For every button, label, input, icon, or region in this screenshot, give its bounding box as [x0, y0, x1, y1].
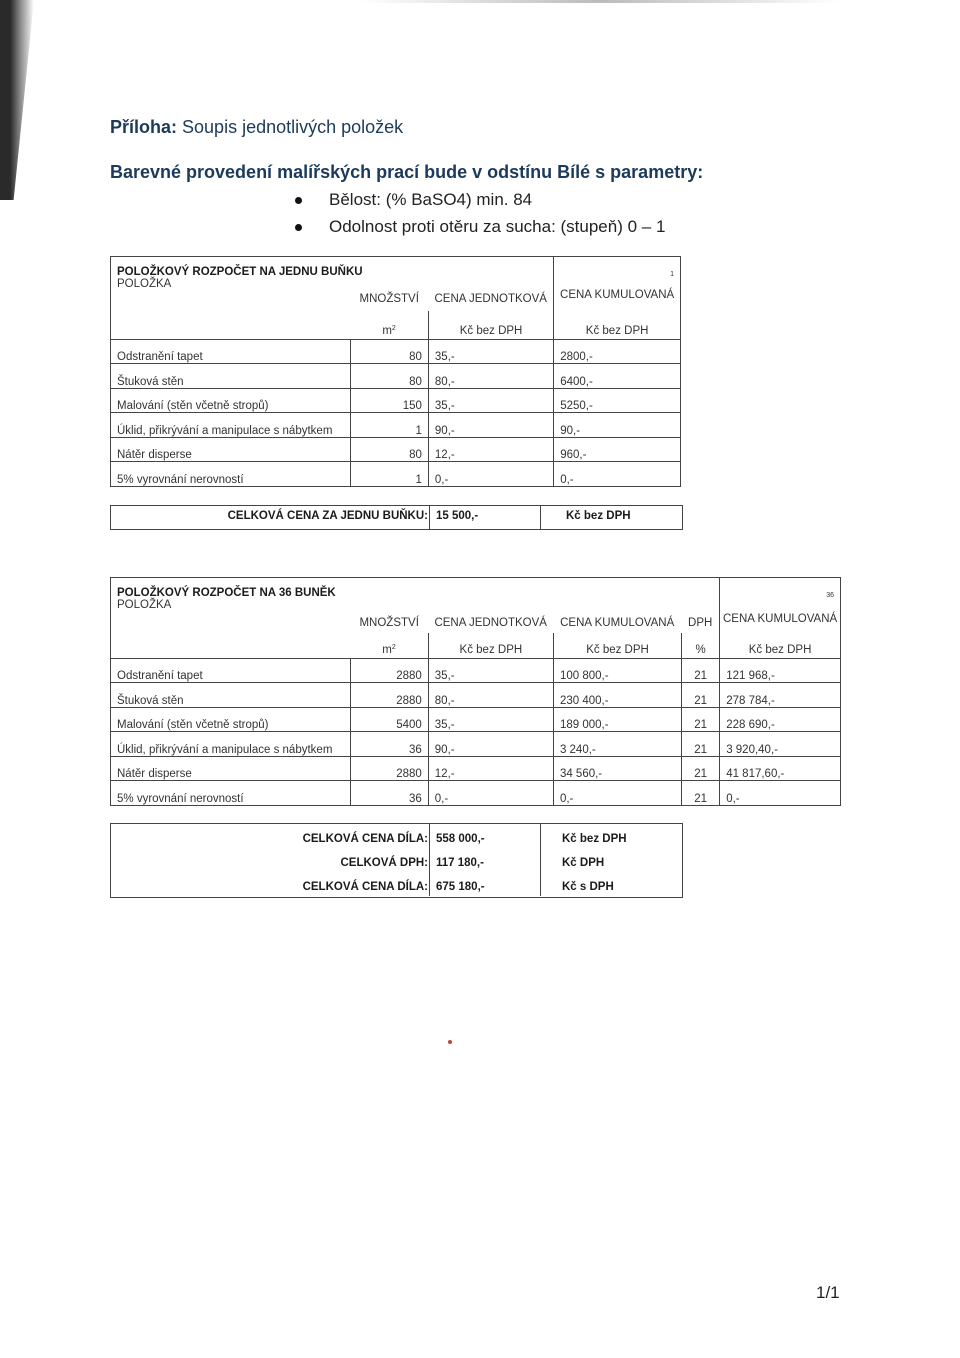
table2-unit-qty: $m^2$	[350, 633, 428, 658]
table1-title: POLOŽKOVÝ ROZPOČET NA JEDNU BUŇKU	[111, 257, 554, 279]
table1-col-qty: MNOŽSTVÍ	[359, 293, 419, 305]
table2-unit-price-currency: Kč bez DPH	[428, 633, 553, 658]
row-vat: 21	[682, 707, 720, 731]
row-price: 35,-	[428, 658, 553, 682]
row-price: 35,-	[428, 339, 553, 363]
row-vat: 21	[682, 658, 720, 682]
row-name: Odstranění tapet	[111, 658, 351, 682]
summary-value: 675 180,-	[429, 872, 541, 896]
table-row	[111, 731, 841, 756]
table2-col-total-vat: CENA KUMULOVANÁ	[723, 613, 838, 625]
row-total: 0,-	[554, 461, 681, 486]
table2-unit-vat: %	[682, 633, 720, 658]
summary-row	[111, 824, 682, 848]
summary-value: 15 500,-	[429, 506, 541, 529]
row-qty: 2880	[350, 756, 428, 780]
table2-col-total: CENA KUMULOVANÁ	[560, 617, 675, 629]
summary-unit: Kč DPH	[562, 857, 605, 869]
table-row	[111, 388, 681, 412]
parameter-item: Bělost: (% BaSO4) min. 84	[295, 186, 665, 213]
row-name: Štuková stěn	[111, 682, 351, 707]
budget-table-36-cells	[110, 577, 841, 806]
table1-unit-price-currency: Kč bez DPH	[428, 311, 553, 339]
row-qty: 1	[350, 461, 428, 486]
summary-label: CELKOVÁ CENA DÍLA:	[302, 833, 428, 845]
row-price: 12,-	[428, 756, 553, 780]
row-qty: 2880	[350, 682, 428, 707]
row-name: Štuková stěn	[111, 363, 351, 388]
row-price: 35,-	[428, 707, 553, 731]
row-qty: 36	[350, 731, 428, 756]
row-total: 960,-	[554, 437, 681, 461]
row-name: 5% vyrovnání nerovností	[111, 780, 351, 805]
row-qty: 1	[350, 412, 428, 437]
table1-unit-total: CENA KUMULOVANÁ Kč bez DPH	[554, 311, 681, 339]
summary-value: 558 000,-	[429, 824, 541, 848]
table-row	[111, 461, 681, 486]
table1-col-item: POLOŽKA	[111, 278, 351, 311]
page-title	[110, 117, 403, 138]
table-row	[111, 780, 841, 805]
row-name: Malování (stěn včetně stropů)	[111, 707, 351, 731]
row-total-vat: 121 968,-	[720, 658, 841, 682]
row-name: Úklid, přikrývání a manipulace s nábytkem	[111, 731, 351, 756]
summary-label: CELKOVÁ CENA DÍLA:	[302, 881, 428, 893]
row-name: Malování (stěn včetně stropů)	[111, 388, 351, 412]
row-qty: 36	[350, 780, 428, 805]
table1-col-total: CENA KUMULOVANÁ	[560, 289, 675, 301]
scan-edge-left	[0, 0, 34, 200]
table1-corner: 1	[554, 257, 681, 312]
row-price: 80,-	[428, 363, 553, 388]
row-qty: 80	[350, 339, 428, 363]
table-row	[111, 363, 681, 388]
summary-unit: Kč bez DPH	[562, 833, 627, 845]
row-total: 6400,-	[554, 363, 681, 388]
table-row	[111, 756, 841, 780]
table-row	[111, 707, 841, 731]
row-total: 0,-	[553, 780, 681, 805]
row-price: 35,-	[428, 388, 553, 412]
row-total: 34 560,-	[553, 756, 681, 780]
parameter-item: Odolnost proti otěru za sucha: (stupeň) 0 – 1	[295, 213, 665, 240]
table1-unit-qty: $m^2$	[350, 311, 428, 339]
row-total-vat: 41 817,60,-	[720, 756, 841, 780]
row-price: 0,-	[428, 461, 553, 486]
row-total: 189 000,-	[553, 707, 681, 731]
row-total-vat: 3 920,40,-	[720, 731, 841, 756]
summary-label: CELKOVÁ DPH:	[340, 857, 428, 869]
table-row	[111, 339, 681, 363]
row-price: 80,-	[428, 682, 553, 707]
table-row	[111, 437, 681, 461]
row-name: Odstranění tapet	[111, 339, 351, 363]
row-total-vat: 0,-	[720, 780, 841, 805]
page-number: 1/1	[816, 1283, 840, 1302]
row-price: 90,-	[428, 731, 553, 756]
table-row	[111, 658, 841, 682]
color-spec-heading: Barevné provedení malířských prací bude v odstínu Bílé s parametry:	[110, 162, 704, 182]
table2-col-qty: MNOŽSTVÍ	[359, 617, 419, 629]
row-total-vat: 228 690,-	[720, 707, 841, 731]
row-total: 100 800,-	[553, 658, 681, 682]
table2-col-item: POLOŽKA	[111, 599, 351, 633]
budget-table-one-cell	[110, 256, 681, 487]
row-name: Úklid, přikrývání a manipulace s nábytkem	[111, 412, 351, 437]
row-qty: 150	[350, 388, 428, 412]
table1-col-unit-price: CENA JEDNOTKOVÁ	[434, 293, 547, 305]
table2-col-vat: DPH	[688, 617, 713, 629]
table2-unit-total: Kč bez DPH	[553, 633, 681, 658]
row-total: 90,-	[554, 412, 681, 437]
row-total: 2800,-	[554, 339, 681, 363]
table2-unit-total-vat: CENA KUMULOVANÁ Kč bez DPH	[720, 633, 841, 658]
table2-summary	[110, 823, 683, 898]
row-price: 90,-	[428, 412, 553, 437]
row-vat: 21	[682, 780, 720, 805]
row-qty: 5400	[350, 707, 428, 731]
parameter-list	[295, 186, 665, 240]
table-row	[111, 682, 841, 707]
table2-corner: 36	[720, 578, 841, 634]
row-total-vat: 278 784,-	[720, 682, 841, 707]
summary-row	[111, 872, 682, 896]
scan-speck	[448, 1040, 452, 1044]
table2-title: POLOŽKOVÝ ROZPOČET NA 36 BUNĚK	[111, 578, 720, 600]
row-qty: 80	[350, 437, 428, 461]
title-label: Příloha:	[110, 117, 178, 137]
summary-unit: Kč bez DPH	[566, 510, 631, 522]
row-name: Nátěr disperse	[111, 437, 351, 461]
summary-value: 117 180,-	[429, 848, 541, 872]
summary-row	[111, 848, 682, 872]
table-row	[111, 412, 681, 437]
row-total: 230 400,-	[553, 682, 681, 707]
row-vat: 21	[682, 682, 720, 707]
row-qty: 80	[350, 363, 428, 388]
row-qty: 2880	[350, 658, 428, 682]
summary-unit: Kč s DPH	[562, 881, 614, 893]
scan-edge-top	[360, 0, 840, 3]
row-total: 3 240,-	[553, 731, 681, 756]
row-name: Nátěr disperse	[111, 756, 351, 780]
row-vat: 21	[682, 756, 720, 780]
row-price: 0,-	[428, 780, 553, 805]
title-text: Soupis jednotlivých položek	[182, 117, 404, 137]
table2-col-unit-price: CENA JEDNOTKOVÁ	[434, 617, 547, 629]
table1-summary	[110, 505, 683, 530]
row-price: 12,-	[428, 437, 553, 461]
summary-label: CELKOVÁ CENA ZA JEDNU BUŇKU:	[227, 510, 428, 522]
row-total: 5250,-	[554, 388, 681, 412]
row-name: 5% vyrovnání nerovností	[111, 461, 351, 486]
row-vat: 21	[682, 731, 720, 756]
